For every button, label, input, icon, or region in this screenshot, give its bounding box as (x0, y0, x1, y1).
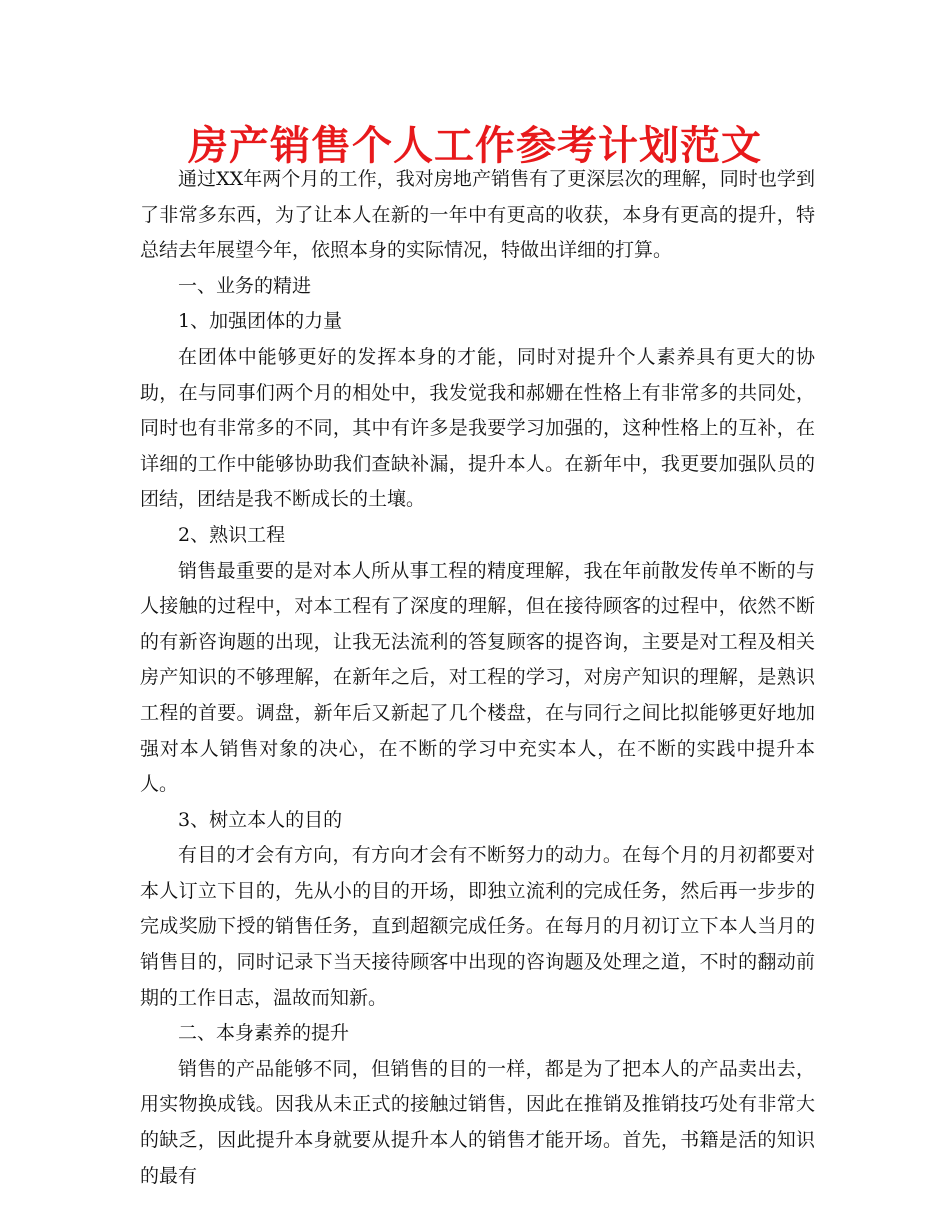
paragraph-project: 销售最重要的是对本人所从事工程的精度理解，我在年前散发传单不断的与人接触的过程中，对本工程有了深度的理解，但在接待顾客的过程中，依然不断的有新咨询题的出现，让我无法流利的答复顾客的提咨询，主要是对工程及相关房产知识的不够理解，在新年之后，对工程的学习，对房产知识的理解，是熟识工程的首要。调盘，新年后又新起了几个楼盘，在与同行之间比拟能够更好地加强对本人销售对象的决心，在不断的学习中充实本人，在不断的实践中提升本人。 (140, 559, 815, 796)
document-title: 房产销售个人工作参考计划范文 (188, 123, 762, 169)
document-body (140, 162, 815, 1194)
paragraph-quality: 销售的产品能够不同，但销售的目的一样，都是为了把本人的产品卖出去，用实物换成钱。因我从未正式的接触过销售，因此在推销及推销技巧处有非常大的缺乏，因此提升本身就要从提升本人的销售才能开场。首先，书籍是活的知识的最有 (140, 1057, 815, 1187)
paragraph-intro: 通过XX年两个月的工作，我对房地产销售有了更深层次的理解，同时也学到了非常多东西，为了让本人在新的一年中有更高的收获，本身有更高的提升，特总结去年展望今年，依照本身的实际情况，特做出详细的打算。 (140, 168, 815, 262)
paragraph-goals: 有目的才会有方向，有方向才会有不断努力的动力。在每个月的月初都要对本人订立下目的，先从小的目的开场，即独立流利的完成任务，然后再一步步的完成奖励下授的销售任务，直到超额完成任务。在每月的月初订立下本人当月的销售目的，同时记录下当天接待顾客中出现的咨询题及处理之道，不时的翻动前期的工作日志，温故而知新。 (140, 844, 815, 1009)
subheading-goals: 3、树立本人的目的 (178, 808, 343, 831)
subheading-team: 1、加强团体的力量 (178, 310, 343, 333)
section-heading-quality: 二、本身素养的提升 (178, 1022, 350, 1045)
section-heading-business: 一、业务的精进 (178, 274, 312, 297)
paragraph-team: 在团体中能够更好的发挥本身的才能，同时对提升个人素养具有更大的协助，在与同事们两个月的相处中，我发觉我和郝姗在性格上有非常多的共同处，同时也有非常多的不同，其中有许多是我要学习加强的，这种性格上的互补，在详细的工作中能够协助我们查缺补漏，提升本人。在新年中，我更要加强队员的团结，团结是我不断成长的土壤。 (140, 345, 815, 511)
subheading-project: 2、熟识工程 (178, 523, 286, 546)
